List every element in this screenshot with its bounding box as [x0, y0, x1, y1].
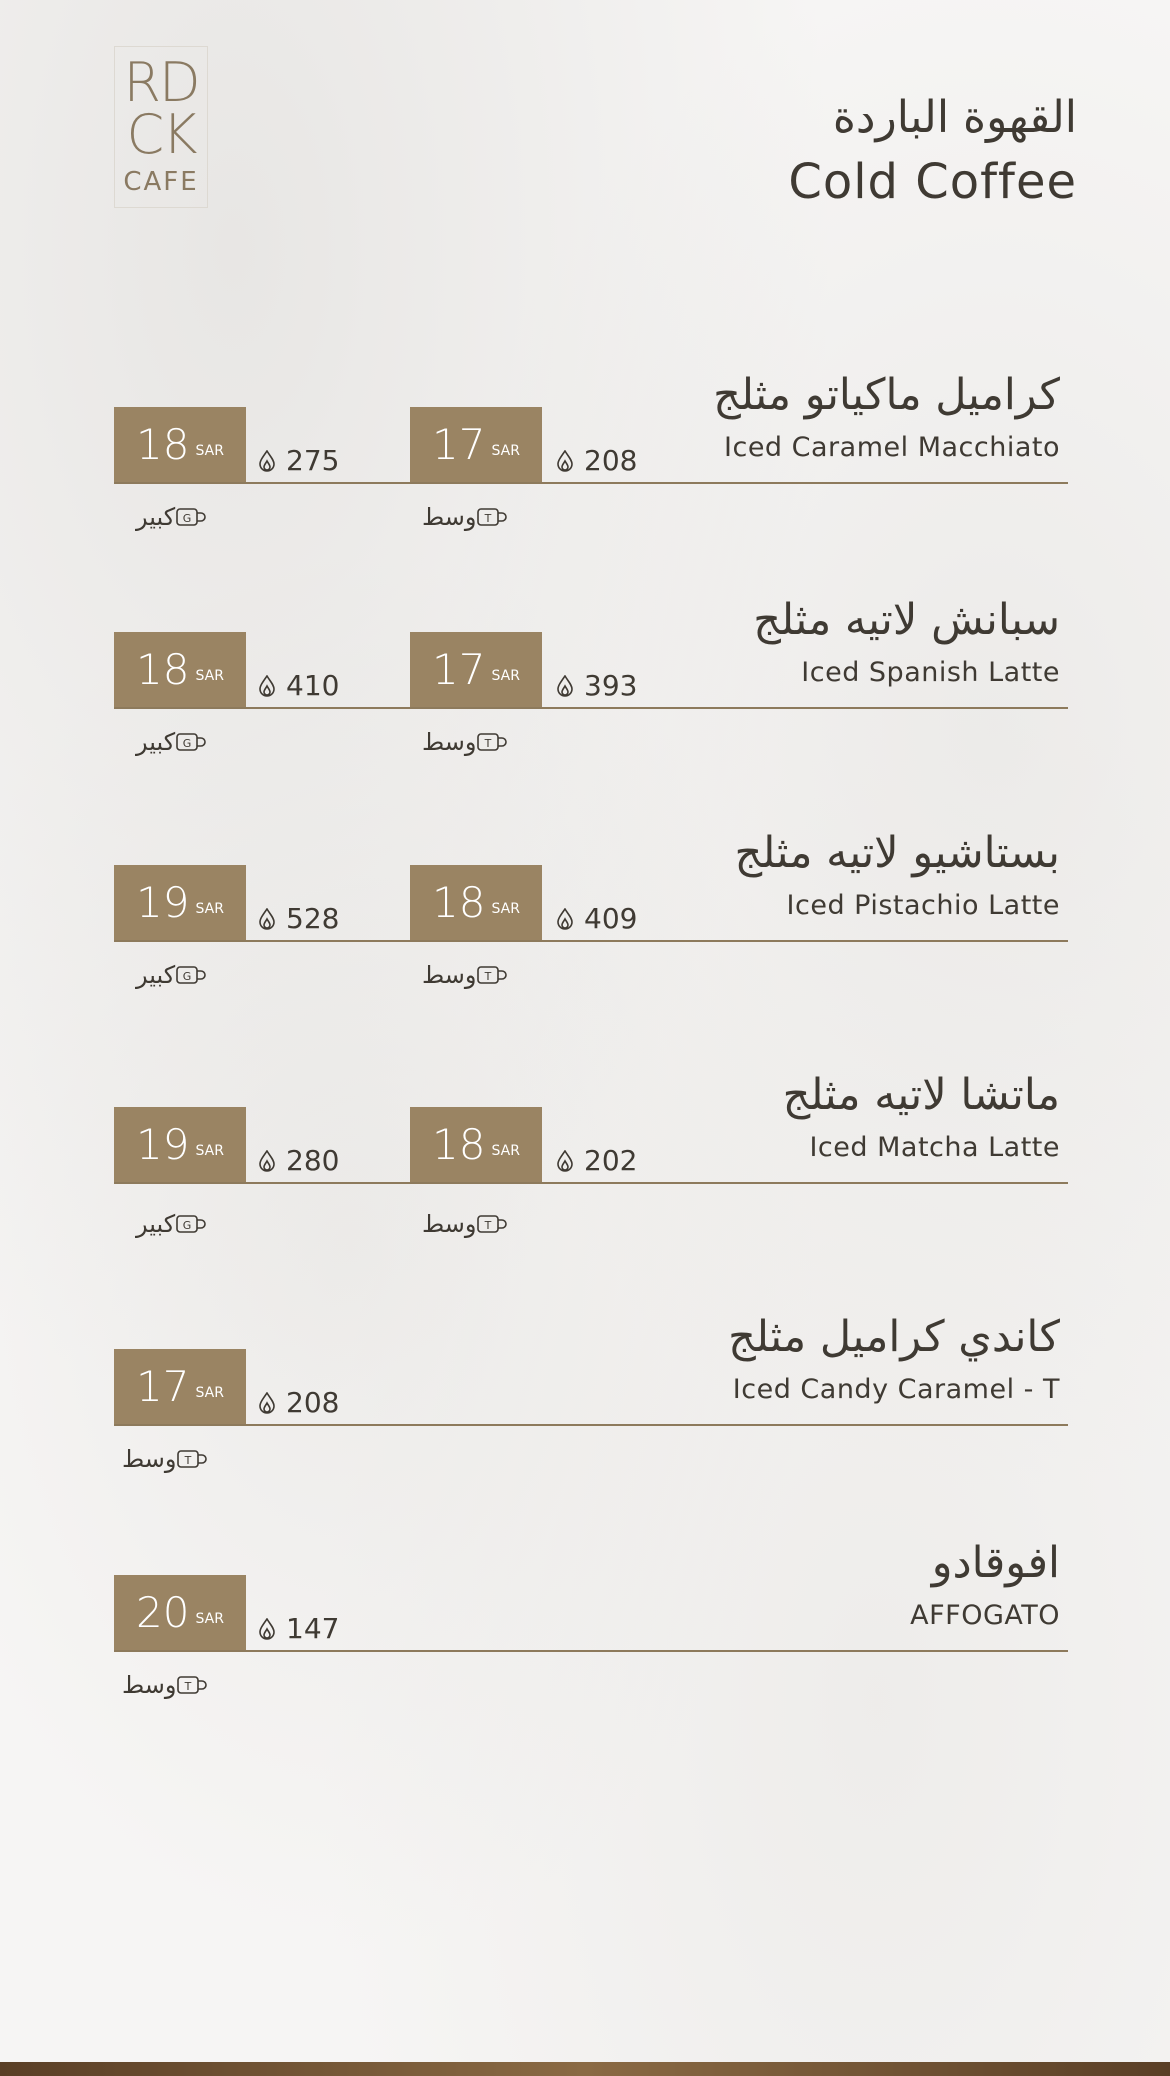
item-divider — [114, 1650, 1068, 1652]
size-medium — [122, 1671, 216, 1699]
currency-label: SAR — [195, 1142, 224, 1159]
currency-label: SAR — [195, 442, 224, 459]
section-title-ar: القهوة الباردة — [832, 92, 1077, 143]
flame-icon — [258, 1392, 276, 1414]
size-medium — [422, 1210, 516, 1238]
flame-icon — [258, 1150, 276, 1172]
size-label: وسط — [122, 1671, 177, 1699]
size-large — [136, 1210, 215, 1238]
size-large — [136, 728, 215, 756]
price-badge-medium — [410, 1107, 542, 1182]
price-value: 17 — [432, 645, 486, 694]
calories-large — [258, 1144, 339, 1177]
currency-label: SAR — [491, 900, 520, 917]
item-name-en: Iced Pistachio Latte — [786, 890, 1060, 921]
calories-value: 147 — [286, 1612, 340, 1645]
size-label: وسط — [122, 1445, 177, 1473]
price-badge-large — [114, 407, 246, 482]
item-divider — [114, 707, 1068, 709]
calories-value: 275 — [286, 444, 340, 477]
footer-bar — [0, 2062, 1170, 2076]
cup-medium-icon — [476, 1213, 508, 1235]
flame-icon — [258, 675, 276, 697]
size-large — [136, 961, 215, 989]
currency-label: SAR — [195, 667, 224, 684]
currency-label: SAR — [195, 900, 224, 917]
price-badge-medium — [410, 407, 542, 482]
size-label: وسط — [422, 728, 477, 756]
price-value: 18 — [136, 645, 190, 694]
logo-line-2: CK — [126, 103, 196, 166]
size-label: كبير — [136, 961, 176, 989]
price-badge-medium — [410, 632, 542, 707]
cup-large-icon — [175, 1213, 207, 1235]
svg-text:G: G — [182, 512, 192, 525]
cup-large-icon — [175, 731, 207, 753]
calories-large — [258, 902, 339, 935]
svg-text:G: G — [182, 737, 192, 750]
size-label: وسط — [422, 1210, 477, 1238]
size-label: وسط — [422, 961, 477, 989]
item-name-en: Iced Candy Caramel - T — [732, 1374, 1060, 1405]
cup-medium-icon — [476, 964, 508, 986]
price-badge-large — [114, 865, 246, 940]
item-divider — [114, 1182, 1068, 1184]
calories-medium — [556, 902, 637, 935]
cup-medium-icon — [476, 506, 508, 528]
currency-label: SAR — [491, 667, 520, 684]
calories — [258, 1612, 339, 1645]
item-name-ar: ماتشا لاتيه مثلج — [782, 1070, 1060, 1120]
price-badge-medium — [410, 865, 542, 940]
calories-medium — [556, 444, 637, 477]
item-name-ar: كراميل ماكياتو مثلج — [713, 370, 1060, 420]
calories-value: 528 — [286, 902, 340, 935]
size-medium — [122, 1445, 216, 1473]
price-badge — [114, 1575, 246, 1650]
size-large — [136, 503, 215, 531]
item-name-ar: بستاشيو لاتيه مثلج — [734, 828, 1060, 878]
cup-medium-icon — [476, 731, 508, 753]
item-name-ar: افوقادو — [931, 1538, 1060, 1588]
price-badge-large — [114, 632, 246, 707]
currency-label: SAR — [195, 1610, 224, 1627]
calories-value: 393 — [584, 669, 638, 702]
item-divider — [114, 482, 1068, 484]
price-value: 18 — [432, 1120, 486, 1169]
size-label: كبير — [136, 503, 176, 531]
price-value: 18 — [432, 878, 486, 927]
cup-large-icon — [175, 506, 207, 528]
calories-medium — [556, 1144, 637, 1177]
item-divider — [114, 1424, 1068, 1426]
calories-value: 208 — [584, 444, 638, 477]
price-value: 20 — [136, 1588, 190, 1637]
calories-value: 208 — [286, 1386, 340, 1419]
flame-icon — [258, 1618, 276, 1640]
price-value: 18 — [136, 420, 190, 469]
item-name-ar: سبانش لاتيه مثلج — [753, 595, 1060, 645]
calories-large — [258, 669, 339, 702]
calories-value: 280 — [286, 1144, 340, 1177]
cup-medium-icon — [176, 1448, 208, 1470]
price-value: 19 — [136, 878, 190, 927]
calories-value: 409 — [584, 902, 638, 935]
svg-text:T: T — [485, 737, 492, 750]
svg-text:T: T — [485, 1219, 492, 1232]
size-medium — [422, 728, 516, 756]
size-label: وسط — [422, 503, 477, 531]
logo-line-1: RD — [123, 51, 199, 114]
item-name-en: AFFOGATO — [910, 1600, 1060, 1631]
logo-line-3: CAFE — [123, 167, 199, 197]
flame-icon — [556, 908, 574, 930]
calories — [258, 1386, 339, 1419]
price-value: 17 — [136, 1362, 190, 1411]
item-divider — [114, 940, 1068, 942]
svg-text:T: T — [485, 970, 492, 983]
currency-label: SAR — [491, 442, 520, 459]
flame-icon — [556, 450, 574, 472]
price-badge-large — [114, 1107, 246, 1182]
calories-value: 410 — [286, 669, 340, 702]
rock-cafe-logo — [114, 46, 208, 208]
cup-medium-icon — [176, 1674, 208, 1696]
svg-text:G: G — [182, 1219, 192, 1232]
calories-large — [258, 444, 339, 477]
size-medium — [422, 961, 516, 989]
item-name-ar: كاندي كراميل مثلج — [728, 1312, 1060, 1362]
calories-medium — [556, 669, 637, 702]
item-name-en: Iced Caramel Macchiato — [724, 432, 1060, 463]
flame-icon — [258, 450, 276, 472]
currency-label: SAR — [491, 1142, 520, 1159]
price-badge — [114, 1349, 246, 1424]
svg-text:G: G — [182, 970, 192, 983]
price-value: 19 — [136, 1120, 190, 1169]
flame-icon — [258, 908, 276, 930]
flame-icon — [556, 1150, 574, 1172]
flame-icon — [556, 675, 574, 697]
currency-label: SAR — [195, 1384, 224, 1401]
svg-text:T: T — [185, 1454, 192, 1467]
price-value: 17 — [432, 420, 486, 469]
svg-text:T: T — [185, 1680, 192, 1693]
calories-value: 202 — [584, 1144, 638, 1177]
cup-large-icon — [175, 964, 207, 986]
size-medium — [422, 503, 516, 531]
section-title-en: Cold Coffee — [788, 154, 1077, 210]
size-label: كبير — [136, 1210, 176, 1238]
item-name-en: Iced Matcha Latte — [809, 1132, 1060, 1163]
size-label: كبير — [136, 728, 176, 756]
item-name-en: Iced Spanish Latte — [801, 657, 1060, 688]
svg-text:T: T — [485, 512, 492, 525]
